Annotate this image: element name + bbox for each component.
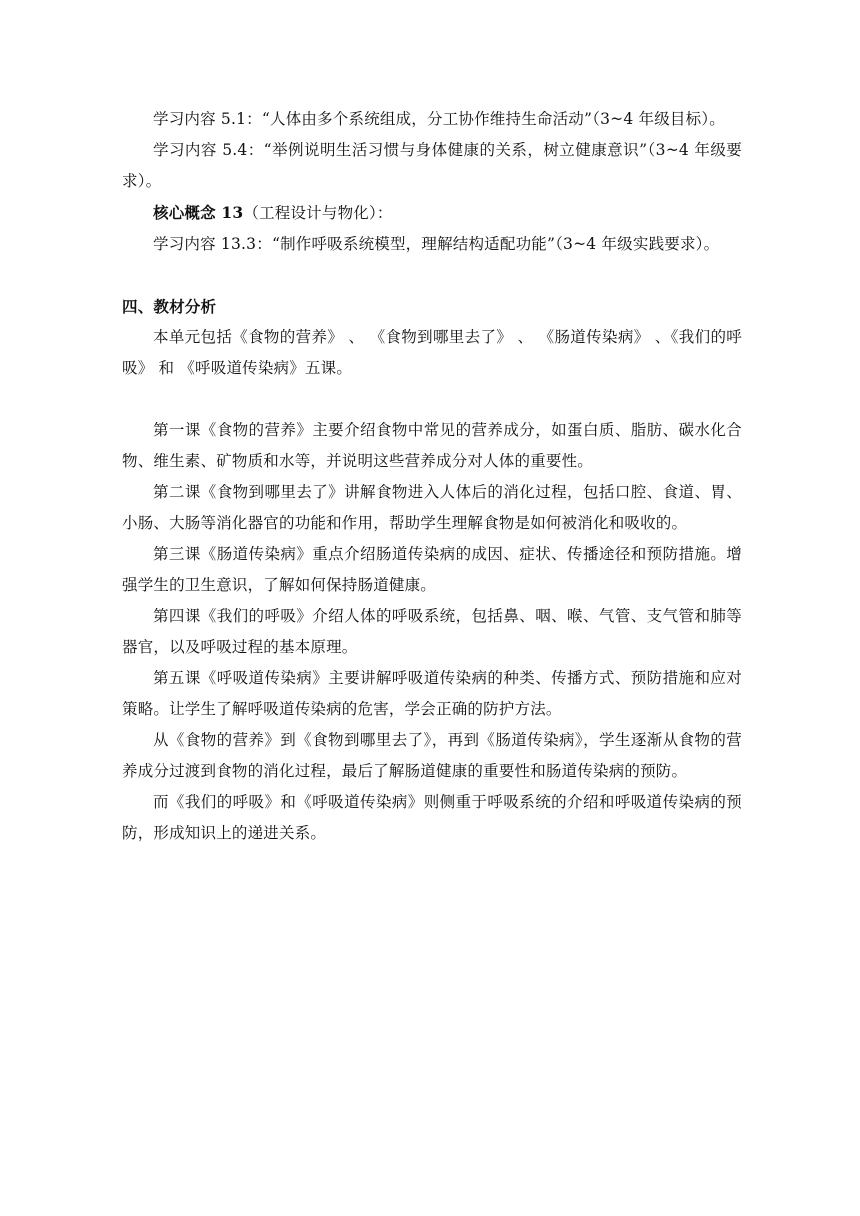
paragraph-lesson-4: 第四课《我们的呼吸》介绍人体的呼吸系统，包括鼻、咽、喉、气管、支气管和肺等器官，以及呼吸过程的基本原理。 <box>122 607 742 656</box>
standard-5-4: 学习内容 5.4：“举例说明生活习惯与身体健康的关系，树立健康意识”（3~4 年级要求）。 <box>122 141 742 190</box>
paragraph-progression-respiratory: 而《我们的呼吸》和《呼吸道传染病》则侧重于呼吸系统的介绍和呼吸道传染病的预防，形成知识上的递进关系。 <box>122 793 742 842</box>
paragraph-lesson-5: 第五课《呼吸道传染病》主要讲解呼吸道传染病的种类、传播方式、预防措施和应对策略。让学生了解呼吸道传染病的危害，学会正确的防护方法。 <box>122 669 742 718</box>
paragraph-lesson-2: 第二课《食物到哪里去了》讲解食物进入人体后的消化过程，包括口腔、食道、胃、小肠、大肠等消化器官的功能和作用，帮助学生理解食物是如何被消化和吸收的。 <box>122 483 742 532</box>
core-concept-suffix: （工程设计与物化）： <box>243 204 393 222</box>
section-heading: 四、教材分析 <box>122 297 217 316</box>
core-concept-label: 核心概念 13 <box>153 203 244 222</box>
standard-13-3: 学习内容 13.3：“制作呼吸系统模型，理解结构适配功能”（3~4 年级实践要求）。 <box>153 235 720 253</box>
document-body <box>122 104 742 849</box>
core-concept-13 <box>122 197 742 229</box>
paragraph-lesson-3: 第三课《肠道传染病》重点介绍肠道传染病的成因、症状、传播途径和预防措施。增强学生的卫生意识，了解如何保持肠道健康。 <box>122 545 742 594</box>
standard-5-1: 学习内容 5.1：“人体由多个系统组成，分工协作维持生命活动”（3~4 年级目标）。 <box>153 110 725 128</box>
paragraph-progression-digestive: 从《食物的营养》到《食物到哪里去了》，再到《肠道传染病》，学生逐渐从食物的营养成分过渡到食物的消化过程，最后了解肠道健康的重要性和肠道传染病的预防。 <box>122 731 742 780</box>
paragraph-lesson-1: 第一课《食物的营养》主要介绍食物中常见的营养成分，如蛋白质、脂肪、碳水化合物、维生素、矿物质和水等，并说明这些营养成分对人体的重要性。 <box>122 421 742 470</box>
unit-intro: 本单元包括《食物的营养》 、 《食物到哪里去了》 、 《肠道传染病》 、《我们的呼吸》 和 《呼吸道传染病》五课。 <box>122 328 742 377</box>
blank-line <box>122 384 742 415</box>
